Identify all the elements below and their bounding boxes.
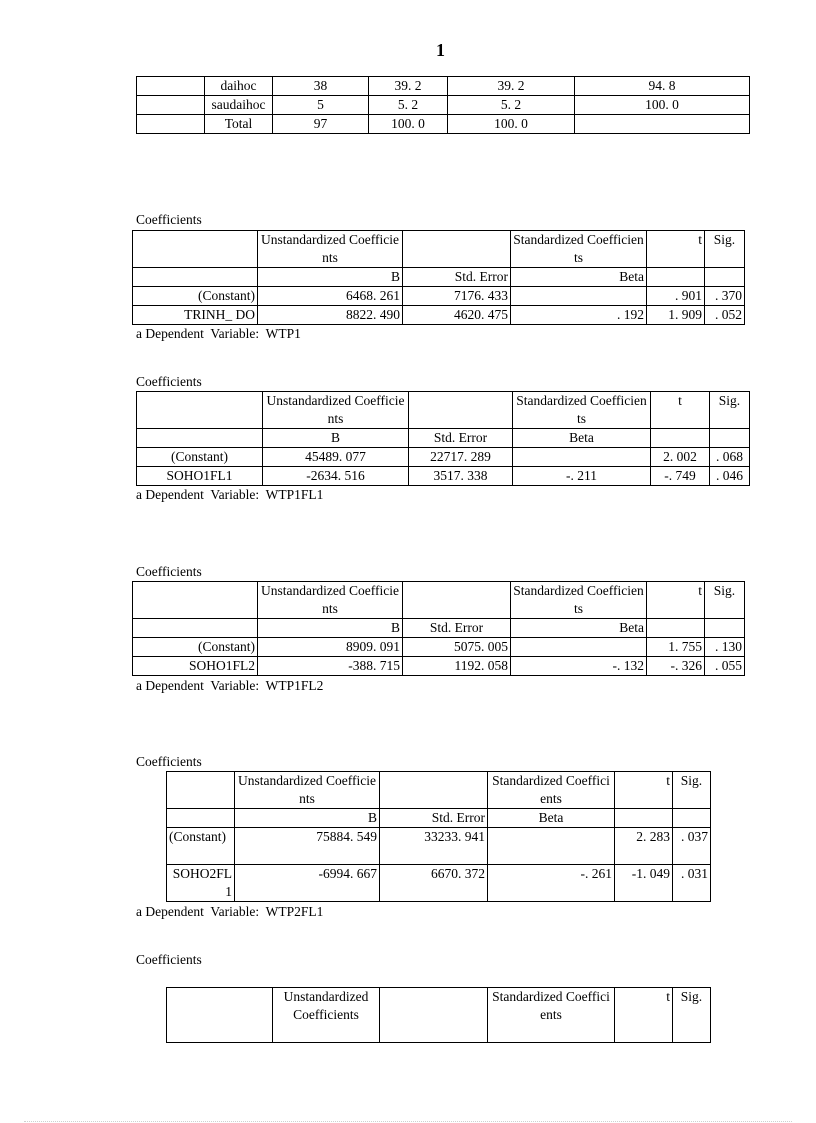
table-row bbox=[137, 77, 750, 96]
table-caption: Coefficients bbox=[136, 952, 202, 967]
coefficients-table bbox=[132, 581, 745, 676]
standardized-header: Standardized Coefficients bbox=[513, 392, 651, 429]
beta-cell: . 192 bbox=[511, 306, 647, 325]
table-caption: Coefficients bbox=[136, 754, 202, 769]
standardized-header: Standardized Coefficients bbox=[511, 582, 647, 619]
table-header-row bbox=[133, 582, 745, 619]
constant-label: (Constant) bbox=[137, 448, 263, 467]
page-bottom-rule bbox=[24, 1121, 792, 1122]
table-row bbox=[137, 96, 750, 115]
table-subheader-row bbox=[137, 429, 750, 448]
table-cell bbox=[380, 988, 488, 1043]
b-cell: -388. 715 bbox=[258, 657, 403, 676]
beta-cell bbox=[511, 287, 647, 306]
dependent-variable-footnote: a Dependent Variable: WTP2FL1 bbox=[136, 904, 324, 919]
t-cell: -1. 049 bbox=[615, 865, 673, 902]
percent-cell: 39. 2 bbox=[369, 77, 448, 96]
standardized-header: Standardized Coefficients bbox=[488, 772, 615, 809]
table-header-row bbox=[133, 231, 745, 268]
table-subheader-row bbox=[167, 809, 711, 828]
t-cell: -. 749 bbox=[651, 467, 710, 486]
table-caption: Coefficients bbox=[136, 374, 202, 389]
frequency-cell: 97 bbox=[273, 115, 369, 134]
page-number: 1 bbox=[436, 40, 445, 60]
coefficients-table bbox=[166, 771, 711, 902]
t-header: t bbox=[647, 582, 705, 619]
predictor-label: SOHO1FL1 bbox=[137, 467, 263, 486]
table-cell bbox=[403, 582, 511, 619]
table-cell bbox=[167, 988, 273, 1043]
table-row bbox=[133, 306, 745, 325]
b-header: B bbox=[263, 429, 409, 448]
table-cell bbox=[673, 809, 711, 828]
t-cell: 2. 002 bbox=[651, 448, 710, 467]
frequency-table bbox=[136, 76, 750, 134]
table-row bbox=[137, 115, 750, 134]
t-cell: 2. 283 bbox=[615, 828, 673, 865]
t-cell: -. 326 bbox=[647, 657, 705, 676]
beta-cell bbox=[488, 828, 615, 865]
beta-cell bbox=[513, 448, 651, 467]
sig-cell: . 031 bbox=[673, 865, 711, 902]
sig-cell: . 370 bbox=[705, 287, 745, 306]
table-cell bbox=[137, 429, 263, 448]
std-error-header: Std. Error bbox=[403, 268, 511, 287]
percent-cell: 100. 0 bbox=[369, 115, 448, 134]
table-cell bbox=[647, 268, 705, 287]
table-caption: Coefficients bbox=[136, 212, 202, 227]
table-header-row bbox=[137, 392, 750, 429]
valid-percent-cell: 100. 0 bbox=[448, 115, 575, 134]
table-cell bbox=[167, 809, 235, 828]
unstandardized-header: Unstandardized Coefficients bbox=[273, 988, 380, 1043]
t-header: t bbox=[651, 392, 710, 429]
sig-header: Sig. bbox=[705, 231, 745, 268]
sig-header: Sig. bbox=[710, 392, 750, 429]
coefficients-table bbox=[166, 987, 711, 1043]
t-header: t bbox=[647, 231, 705, 268]
table-cell bbox=[615, 809, 673, 828]
row-label: saudaihoc bbox=[205, 96, 273, 115]
row-label: Total bbox=[205, 115, 273, 134]
table-cell bbox=[133, 619, 258, 638]
b-cell: 75884. 549 bbox=[235, 828, 380, 865]
sig-cell: . 046 bbox=[710, 467, 750, 486]
table-subheader-row bbox=[133, 268, 745, 287]
unstandardized-header: Unstandardized Coefficients bbox=[263, 392, 409, 429]
t-header: t bbox=[615, 772, 673, 809]
beta-header: Beta bbox=[511, 619, 647, 638]
sig-header: Sig. bbox=[705, 582, 745, 619]
dependent-variable-footnote: a Dependent Variable: WTP1FL1 bbox=[136, 487, 324, 502]
table-caption: Coefficients bbox=[136, 564, 202, 579]
table-cell bbox=[167, 772, 235, 809]
sig-header: Sig. bbox=[673, 988, 711, 1043]
table-cell bbox=[647, 619, 705, 638]
dependent-variable-footnote: a Dependent Variable: WTP1 bbox=[136, 326, 301, 341]
table-cell bbox=[651, 429, 710, 448]
std-error-header: Std. Error bbox=[380, 809, 488, 828]
table-cell bbox=[380, 772, 488, 809]
b-cell: 8909. 091 bbox=[258, 638, 403, 657]
std-error-cell: 6670. 372 bbox=[380, 865, 488, 902]
sig-cell: . 130 bbox=[705, 638, 745, 657]
valid-percent-cell: 39. 2 bbox=[448, 77, 575, 96]
beta-cell: -. 211 bbox=[513, 467, 651, 486]
b-header: B bbox=[235, 809, 380, 828]
table-row bbox=[133, 287, 745, 306]
std-error-cell: 7176. 433 bbox=[403, 287, 511, 306]
table-cell bbox=[409, 392, 513, 429]
t-header: t bbox=[615, 988, 673, 1043]
beta-cell: -. 132 bbox=[511, 657, 647, 676]
sig-header: Sig. bbox=[673, 772, 711, 809]
table-row bbox=[133, 657, 745, 676]
dependent-variable-footnote: a Dependent Variable: WTP1FL2 bbox=[136, 678, 324, 693]
table-row bbox=[167, 828, 711, 865]
sig-cell: . 052 bbox=[705, 306, 745, 325]
table-row bbox=[167, 865, 711, 902]
table-cell bbox=[710, 429, 750, 448]
predictor-label: TRINH_ DO bbox=[133, 306, 258, 325]
table-cell bbox=[137, 77, 205, 96]
table-cell bbox=[137, 392, 263, 429]
table-row bbox=[137, 467, 750, 486]
coefficients-table bbox=[132, 230, 745, 325]
percent-cell: 5. 2 bbox=[369, 96, 448, 115]
table-cell bbox=[705, 619, 745, 638]
table-cell bbox=[133, 582, 258, 619]
row-label: daihoc bbox=[205, 77, 273, 96]
coefficients-table bbox=[136, 391, 750, 486]
beta-cell: -. 261 bbox=[488, 865, 615, 902]
beta-header: Beta bbox=[511, 268, 647, 287]
sig-cell: . 068 bbox=[710, 448, 750, 467]
std-error-header: Std. Error bbox=[403, 619, 511, 638]
b-cell: 6468. 261 bbox=[258, 287, 403, 306]
unstandardized-header: Unstandardized Coefficients bbox=[258, 231, 403, 268]
std-error-cell: 1192. 058 bbox=[403, 657, 511, 676]
predictor-label: SOHO1FL2 bbox=[133, 657, 258, 676]
standardized-header: Standardized Coefficients bbox=[511, 231, 647, 268]
b-header: B bbox=[258, 619, 403, 638]
sig-cell: . 037 bbox=[673, 828, 711, 865]
frequency-cell: 5 bbox=[273, 96, 369, 115]
beta-header: Beta bbox=[488, 809, 615, 828]
predictor-label: SOHO2FL1 bbox=[167, 865, 235, 902]
table-cell bbox=[133, 268, 258, 287]
std-error-header: Std. Error bbox=[409, 429, 513, 448]
valid-percent-cell: 5. 2 bbox=[448, 96, 575, 115]
b-cell: -2634. 516 bbox=[263, 467, 409, 486]
table-subheader-row bbox=[133, 619, 745, 638]
beta-cell bbox=[511, 638, 647, 657]
b-cell: -6994. 667 bbox=[235, 865, 380, 902]
table-header-row bbox=[167, 988, 711, 1043]
table-row bbox=[137, 448, 750, 467]
unstandardized-header: Unstandardized Coefficients bbox=[235, 772, 380, 809]
b-header: B bbox=[258, 268, 403, 287]
std-error-cell: 5075. 005 bbox=[403, 638, 511, 657]
table-row bbox=[133, 638, 745, 657]
cumulative-percent-cell: 100. 0 bbox=[575, 96, 750, 115]
std-error-cell: 4620. 475 bbox=[403, 306, 511, 325]
constant-label: (Constant) bbox=[133, 638, 258, 657]
cumulative-percent-cell: 94. 8 bbox=[575, 77, 750, 96]
table-header-row bbox=[167, 772, 711, 809]
sig-cell: . 055 bbox=[705, 657, 745, 676]
table-cell bbox=[133, 231, 258, 268]
constant-label: (Constant) bbox=[167, 828, 235, 865]
t-cell: 1. 909 bbox=[647, 306, 705, 325]
b-cell: 45489. 077 bbox=[263, 448, 409, 467]
constant-label: (Constant) bbox=[133, 287, 258, 306]
cumulative-percent-cell bbox=[575, 115, 750, 134]
table-cell bbox=[137, 96, 205, 115]
table-cell bbox=[403, 231, 511, 268]
std-error-cell: 3517. 338 bbox=[409, 467, 513, 486]
std-error-cell: 22717. 289 bbox=[409, 448, 513, 467]
frequency-cell: 38 bbox=[273, 77, 369, 96]
b-cell: 8822. 490 bbox=[258, 306, 403, 325]
t-cell: 1. 755 bbox=[647, 638, 705, 657]
std-error-cell: 33233. 941 bbox=[380, 828, 488, 865]
standardized-header: Standardized Coefficients bbox=[488, 988, 615, 1043]
unstandardized-header: Unstandardized Coefficients bbox=[258, 582, 403, 619]
table-cell bbox=[137, 115, 205, 134]
beta-header: Beta bbox=[513, 429, 651, 448]
t-cell: . 901 bbox=[647, 287, 705, 306]
table-cell bbox=[705, 268, 745, 287]
